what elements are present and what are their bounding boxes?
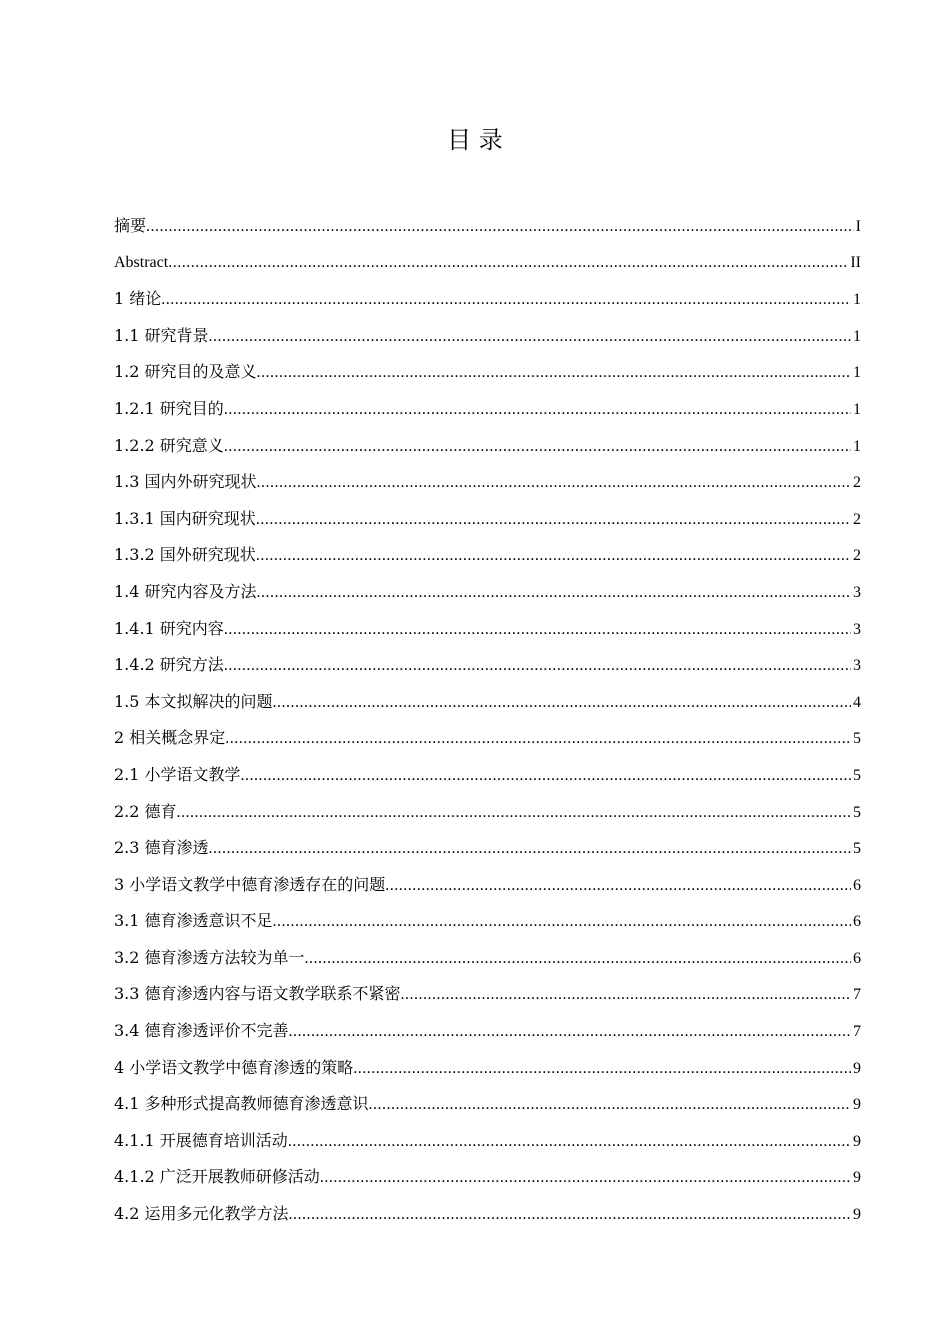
toc-dot-leader: [168, 245, 848, 282]
toc-dot-leader: [225, 721, 851, 758]
toc-entry-label: 摘要: [114, 216, 147, 235]
toc-entry-label: 1 绪论: [114, 289, 162, 309]
toc-entry[interactable]: [114, 318, 861, 355]
toc-entry-label: 4.1.2 广泛开展教师研修活动: [114, 1167, 320, 1187]
toc-entry[interactable]: [114, 976, 861, 1013]
toc-entry[interactable]: [114, 940, 861, 977]
toc-entry[interactable]: [114, 867, 861, 904]
toc-entry-page-number: 4: [853, 693, 861, 711]
toc-entry-page-number: II: [850, 253, 861, 271]
toc-entry[interactable]: [114, 1196, 861, 1233]
toc-dot-leader: [289, 1197, 851, 1234]
toc-dot-leader: [401, 977, 851, 1014]
toc-entry-page-number: 2: [853, 474, 861, 492]
toc-entry-label: 1.2.1 研究目的: [114, 398, 224, 418]
toc-entry[interactable]: [114, 208, 861, 245]
toc-entry[interactable]: [114, 830, 861, 867]
toc-entry-page-number: 1: [853, 364, 861, 382]
toc-dot-leader: [256, 502, 851, 539]
toc-entry-page-number: I: [855, 218, 861, 235]
toc-dot-leader: [161, 282, 851, 319]
toc-entry-page-number: 9: [853, 1206, 861, 1224]
toc-entry-label: 3.3 德育渗透内容与语文教学联系不紧密: [114, 984, 401, 1004]
toc-entry[interactable]: [114, 245, 861, 282]
page-title: 目 录: [447, 126, 503, 154]
toc-entry-page-number: 3: [853, 583, 861, 601]
toc-entry-label: 1.4.2 研究方法: [114, 655, 224, 675]
toc-entry-page-number: 5: [853, 803, 861, 821]
toc-dot-leader: [209, 319, 851, 356]
toc-entry-label: 4.1 多种形式提高教师德育渗透意识: [114, 1094, 369, 1114]
toc-entry-page-number: 5: [853, 766, 861, 784]
toc-entry-label: 3.2 德育渗透方法较为单一: [114, 947, 305, 967]
toc-entry[interactable]: [114, 1086, 861, 1123]
toc-entry-page-number: 9: [853, 1169, 861, 1187]
toc-dot-leader: [224, 612, 851, 649]
toc-dot-leader: [224, 429, 851, 466]
toc-dot-leader: [146, 209, 854, 246]
toc-entry-label: 2 相关概念界定: [114, 728, 226, 748]
toc-entry-label: 1.2 研究目的及意义: [114, 362, 257, 382]
toc-entry-label: 2.2 德育: [114, 801, 177, 821]
toc-entry-page-number: 6: [853, 913, 861, 931]
toc-entry[interactable]: [114, 1159, 861, 1196]
toc-dot-leader: [320, 1160, 851, 1197]
toc-dot-leader: [305, 941, 851, 978]
toc-entry-page-number: 1: [853, 400, 861, 418]
toc-entry-page-number: 1: [853, 291, 861, 309]
toc-entry-page-number: 5: [853, 840, 861, 858]
toc-entry-label: Abstract: [114, 253, 169, 271]
toc-entry-page-number: 5: [853, 730, 861, 748]
toc-entry-label: 1.3 国内外研究现状: [114, 472, 257, 492]
table-of-contents: [114, 208, 861, 1233]
toc-entry[interactable]: [114, 611, 861, 648]
toc-dot-leader: [257, 575, 851, 612]
toc-dot-leader: [273, 685, 851, 722]
toc-entry-page-number: 1: [853, 437, 861, 455]
toc-entry-label: 4.2 运用多元化教学方法: [114, 1204, 289, 1224]
toc-entry-label: 4 小学语文教学中德育渗透的策略: [114, 1057, 354, 1077]
toc-entry[interactable]: [114, 757, 861, 794]
toc-entry-page-number: 9: [853, 1059, 861, 1077]
toc-dot-leader: [289, 1014, 851, 1051]
toc-entry[interactable]: [114, 684, 861, 721]
toc-entry-label: 2.3 德育渗透: [114, 838, 209, 858]
toc-entry-page-number: 1: [853, 327, 861, 345]
toc-dot-leader: [273, 904, 851, 941]
toc-entry-label: 1.3.2 国外研究现状: [114, 545, 256, 565]
toc-dot-leader: [385, 868, 851, 905]
toc-entry-page-number: 9: [853, 1096, 861, 1114]
toc-entry[interactable]: [114, 391, 861, 428]
toc-entry[interactable]: [114, 501, 861, 538]
toc-entry-page-number: 7: [853, 1023, 861, 1041]
toc-entry[interactable]: [114, 1123, 861, 1160]
toc-entry[interactable]: [114, 647, 861, 684]
toc-dot-leader: [288, 1124, 851, 1161]
toc-entry-label: 1.2.2 研究意义: [114, 435, 224, 455]
toc-entry[interactable]: [114, 903, 861, 940]
toc-entry-page-number: 2: [853, 547, 861, 565]
toc-entry[interactable]: [114, 464, 861, 501]
toc-entry-label: 1.5 本文拟解决的问题: [114, 691, 273, 711]
toc-dot-leader: [241, 758, 851, 795]
toc-entry-page-number: 7: [853, 986, 861, 1004]
toc-entry-label: 1.4 研究内容及方法: [114, 581, 257, 601]
toc-entry-label: 4.1.1 开展德育培训活动: [114, 1130, 288, 1150]
toc-entry[interactable]: [114, 720, 861, 757]
toc-entry-label: 3.4 德育渗透评价不完善: [114, 1021, 289, 1041]
toc-entry-page-number: 6: [853, 949, 861, 967]
toc-dot-leader: [369, 1087, 851, 1124]
toc-dot-leader: [256, 538, 851, 575]
toc-entry-page-number: 6: [853, 876, 861, 894]
toc-entry-label: 2.1 小学语文教学: [114, 764, 241, 784]
toc-entry-page-number: 3: [853, 620, 861, 638]
toc-entry[interactable]: [114, 574, 861, 611]
toc-entry-label: 1.4.1 研究内容: [114, 618, 224, 638]
toc-entry-label: 1.3.1 国内研究现状: [114, 508, 256, 528]
toc-dot-leader: [257, 355, 851, 392]
toc-entry-label: 3.1 德育渗透意识不足: [114, 911, 273, 931]
toc-dot-leader: [224, 392, 851, 429]
toc-entry[interactable]: [114, 354, 861, 391]
toc-dot-leader: [257, 465, 851, 502]
toc-entry-label: 1.1 研究背景: [114, 325, 209, 345]
toc-entry-label: 3 小学语文教学中德育渗透存在的问题: [114, 874, 386, 894]
toc-dot-leader: [177, 795, 851, 832]
toc-entry[interactable]: [114, 794, 861, 831]
toc-entry[interactable]: [114, 1013, 861, 1050]
toc-dot-leader: [209, 831, 851, 868]
toc-entry[interactable]: [114, 281, 861, 318]
toc-entry-page-number: 9: [853, 1132, 861, 1150]
toc-entry-page-number: 3: [853, 657, 861, 675]
toc-entry[interactable]: [114, 537, 861, 574]
toc-entry-page-number: 2: [853, 510, 861, 528]
toc-entry[interactable]: [114, 1050, 861, 1087]
toc-dot-leader: [353, 1051, 851, 1088]
toc-entry[interactable]: [114, 428, 861, 465]
toc-dot-leader: [224, 648, 851, 685]
